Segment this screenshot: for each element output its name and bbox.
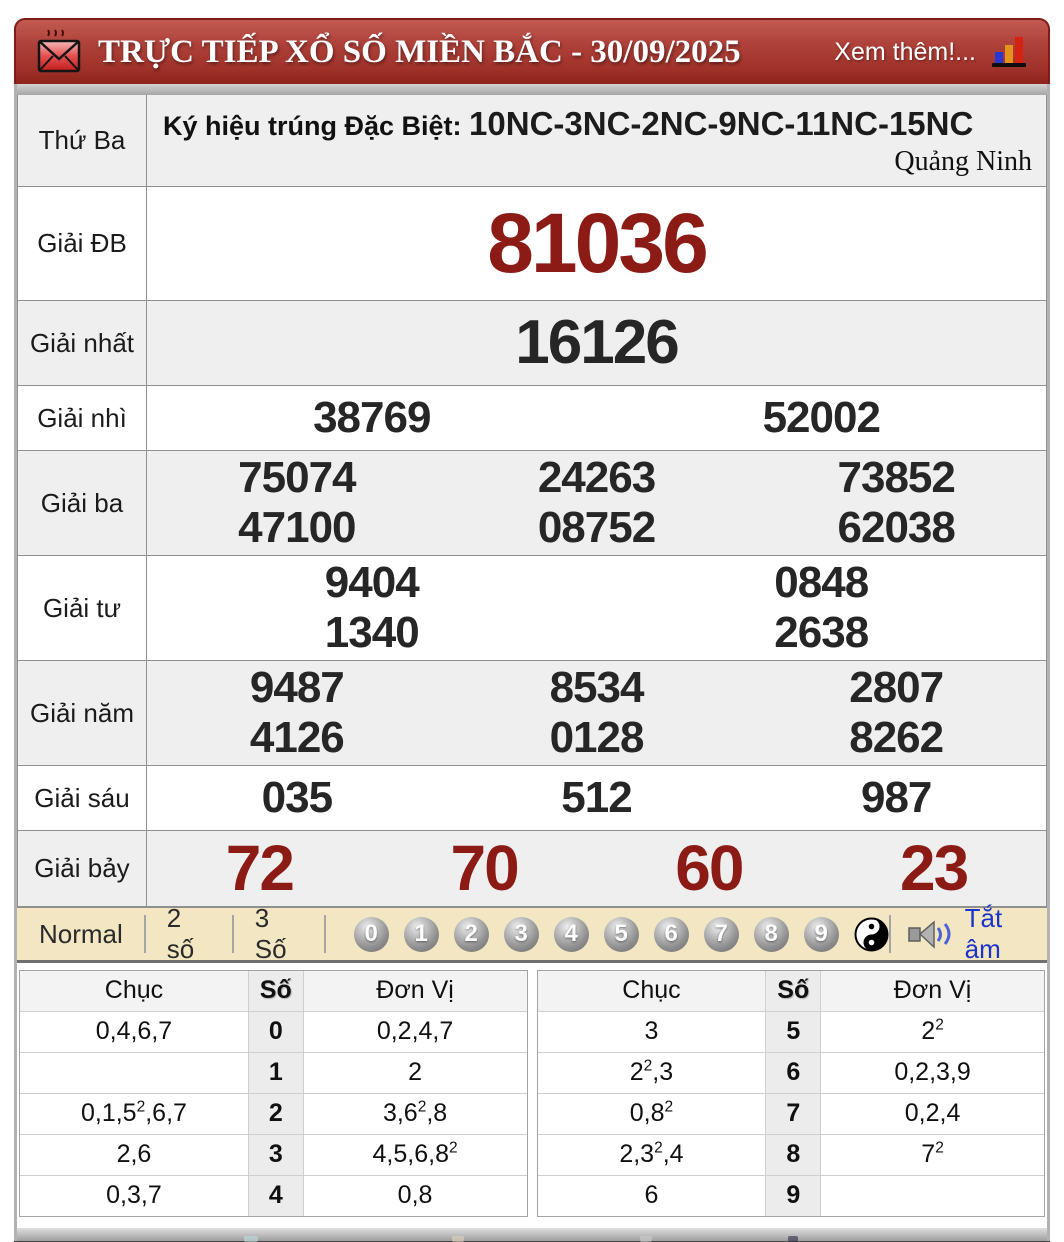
stats-cell-digit: 0 [248,1012,304,1052]
stats-cell-digit: 8 [765,1135,821,1175]
mode-normal[interactable]: Normal [39,918,123,949]
stats-cell-units: 0,2,4,7 [376,1017,454,1045]
prize-number: 38769 [313,392,431,442]
prize-number: 60 [675,831,743,904]
number-ball-9[interactable]: 9 [804,917,839,952]
prize-number: 2807 [849,662,944,712]
stats-cell-tens: $2,3^2,4$ [619,1139,684,1168]
col-header-so: Số [765,971,821,1011]
number-ball-7[interactable]: 7 [704,917,739,952]
divider [324,915,326,953]
stats-cell-tens: $0,8^2$ [629,1098,674,1127]
prize-label: Giải sáu [18,766,147,830]
see-more-link[interactable]: Xem thêm!... [834,37,976,66]
frame-bottom-strip [14,1228,1050,1241]
number-ball-6[interactable]: 6 [654,917,689,952]
prize-number: 81036 [487,196,706,291]
prize-number: 62038 [837,502,955,552]
prize-number: 16126 [515,308,678,378]
stats-cell-tens: 0,1,5$^2$,6,7 [80,1098,187,1127]
prize-number: 47100 [238,502,356,552]
prize-row [18,556,1046,661]
number-ball-8[interactable]: 8 [754,917,789,952]
mode-3-digits[interactable]: 3 Số [254,903,287,964]
prize-row [18,451,1046,556]
lottery-widget [14,18,1050,1242]
mode-2-digits[interactable]: 2 số [166,903,195,964]
title-bar [14,18,1050,84]
mute-button[interactable]: Tắt âm [964,903,1003,964]
number-ball-2[interactable]: 2 [454,917,489,952]
prize-number: 035 [261,772,333,822]
stats-row [20,1011,527,1052]
stats-cell-digit: 7 [765,1094,821,1134]
prize-number: 8534 [549,662,644,712]
prize-number: 4126 [249,712,344,762]
sound-controls [889,903,1047,965]
yin-yang-icon[interactable] [854,917,889,952]
stats-cell-tens: 2,6 [116,1140,152,1168]
results-table [17,95,1047,908]
stats-cell-units: 0,2,3,9 [894,1058,971,1086]
stats-row [20,1093,527,1134]
divider [889,915,891,953]
prize-number: 1340 [324,607,419,657]
stats-cell-tens: $2^2,3$ [629,1057,674,1086]
stats-cell-digit: 6 [765,1053,821,1093]
stats-cell-units: $7^2$ [921,1139,944,1168]
cutoff-mark [788,1236,798,1242]
stats-row [538,1052,1045,1093]
number-ball-0[interactable]: 0 [354,917,389,952]
stats-cell-digit: 1 [248,1053,304,1093]
prize-number: 24263 [537,452,656,502]
prize-label: Giải tư [18,556,147,660]
prize-row [18,661,1046,766]
stats-cell-tens: 3 [644,1017,659,1045]
prize-number: 72 [225,831,293,904]
prize-number: 52002 [762,392,880,442]
number-ball-1[interactable]: 1 [404,917,439,952]
stats-cell-tens: 6 [644,1181,659,1209]
stats-row [20,1052,527,1093]
toolbar [17,903,1047,964]
prize-row [18,831,1046,907]
col-header-so: Số [248,971,304,1011]
bar-chart-icon[interactable] [990,35,1028,69]
weekday-label: Thứ Ba [18,95,147,186]
prize-label: Giải ĐB [18,187,147,300]
stats-cell-units: $2^2$ [921,1016,944,1045]
cutoff-mark [640,1236,652,1242]
number-ball-4[interactable]: 4 [554,917,589,952]
number-ball-5[interactable]: 5 [604,917,639,952]
prize-label: Giải ba [18,451,147,555]
stats-cell-units: $3,6^2,8$ [382,1098,448,1127]
frame-top-strip [17,84,1047,95]
stats-cell-units: 0,8 [397,1181,433,1209]
prize-number: 75074 [238,452,356,502]
draw-info-row [18,95,1046,187]
stats-cell-units: 4,5,6,8$^2$ [372,1139,458,1168]
stats-cell-digit: 3 [248,1135,304,1175]
prize-row [18,386,1046,451]
prize-number: 512 [561,772,632,822]
prize-number: 0128 [549,712,644,762]
prize-number: 08752 [537,502,656,552]
col-header-donvi: Đơn Vị [376,976,454,1004]
stats-cell-digit: 4 [248,1176,304,1216]
stats-cell-digit: 9 [765,1176,821,1216]
prize-number: 23 [900,831,968,904]
prize-number: 2638 [774,607,869,657]
prize-label: Giải bảy [18,831,147,906]
stats-cell-units: 2 [408,1058,423,1086]
prize-row [18,301,1046,386]
stats-header-row [20,971,527,1011]
content-frame [14,84,1050,1228]
number-ball-3[interactable]: 3 [504,917,539,952]
col-header-donvi: Đơn Vị [893,976,972,1004]
stats-row [20,1134,527,1175]
prize-label: Giải năm [18,661,147,765]
stats-row [538,1175,1045,1216]
stats-table-right [537,970,1046,1217]
prize-number: 987 [860,772,932,822]
number-balls [354,917,839,952]
stats-cell-digit: 2 [248,1094,304,1134]
stats-cell-tens: 0,4,6,7 [95,1017,173,1045]
page-title: TRỰC TIẾP XỔ SỐ MIỀN BẮC - 30/09/2025 [98,33,741,70]
special-sign-label: Ký hiệu trúng Đặc Biệt: [163,111,470,141]
prize-number: 8262 [849,712,944,762]
stats-row [538,1134,1045,1175]
special-sign [163,105,1032,143]
stats-table-left [19,970,528,1217]
prize-number: 70 [450,831,518,904]
prize-label: Giải nhì [18,386,147,450]
stats-row [538,1011,1045,1052]
cutoff-mark [244,1236,258,1242]
digit-stats [17,963,1047,1228]
col-header-chuc: Chục [104,976,164,1004]
stats-cell-units [821,1176,1044,1216]
stats-cell-digit: 5 [765,1012,821,1052]
stats-row [538,1093,1045,1134]
stats-header-row [538,971,1045,1011]
hot-envelope-icon [36,28,82,76]
col-header-chuc: Chục [622,976,681,1004]
stats-cell-units: 0,2,4 [904,1099,961,1127]
stats-row [20,1175,527,1216]
special-sign-value: 10NC-3NC-2NC-9NC-11NC-15NC [469,105,974,142]
stats-cell-tens: 0,3,7 [106,1181,162,1209]
prize-label: Giải nhất [18,301,147,385]
prize-number: 9404 [324,557,419,607]
prize-row [18,766,1046,831]
prize-row [18,187,1046,301]
prize-number: 9487 [249,662,344,712]
province-name: Quảng Ninh [894,146,1032,177]
prize-number: 73852 [837,452,955,502]
prize-number: 0848 [774,557,869,607]
cutoff-mark [452,1236,464,1242]
speaker-icon[interactable] [907,918,955,950]
stats-cell-tens [20,1053,248,1093]
